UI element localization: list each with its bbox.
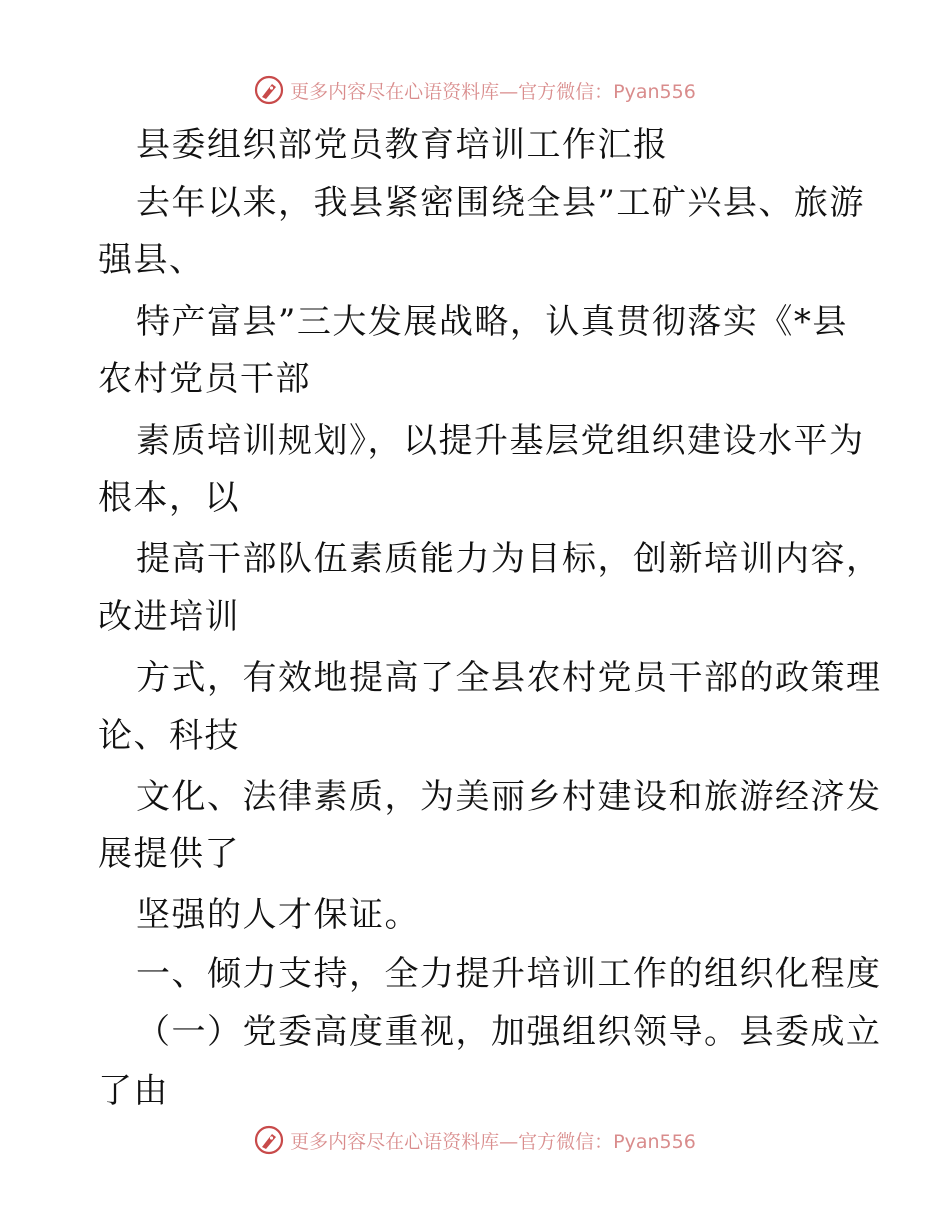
paragraph-line: 提高干部队伍素质能力为目标，创新培训内容，: [136, 539, 882, 579]
paragraph-line: 了由: [98, 1071, 169, 1111]
paragraph-line: 论、科技: [98, 716, 240, 756]
footer-watermark: [0, 1120, 950, 1160]
pen-nib-logo-icon: [254, 75, 284, 105]
document-title: 县委组织部党员教育培训工作汇报: [136, 125, 669, 165]
paragraph-line: 方式，有效地提高了全县农村党员干部的政策理: [136, 658, 882, 698]
paragraph-line: 文化、法律素质，为美丽乡村建设和旅游经济发: [136, 777, 882, 817]
paragraph-line: 去年以来，我县紧密围绕全县”工矿兴县、旅游: [136, 183, 865, 223]
subsection-heading: （一）党委高度重视，加强组织领导。县委成立: [136, 1012, 882, 1052]
pen-nib-logo-icon: [254, 1125, 284, 1155]
paragraph-line: 根本，以: [98, 478, 240, 518]
paragraph-line: 农村党员干部: [98, 359, 311, 399]
paragraph-line: 素质培训规划》，以提升基层党组织建设水平为: [136, 421, 865, 461]
paragraph-line: 强县、: [98, 240, 205, 280]
header-watermark: [0, 70, 950, 110]
watermark-text: 更多内容尽在心语资料库—官方微信：Pyan556: [290, 1130, 696, 1153]
paragraph-line: 改进培训: [98, 597, 240, 637]
section-heading: 一、倾力支持，全力提升培训工作的组织化程度: [136, 954, 882, 994]
paragraph-line: 特产富县”三大发展战略，认真贯彻落实《*县: [136, 302, 848, 342]
watermark-text: 更多内容尽在心语资料库—官方微信：Pyan556: [290, 80, 696, 103]
paragraph-line: 展提供了: [98, 834, 240, 874]
paragraph-line: 坚强的人才保证。: [136, 895, 420, 935]
